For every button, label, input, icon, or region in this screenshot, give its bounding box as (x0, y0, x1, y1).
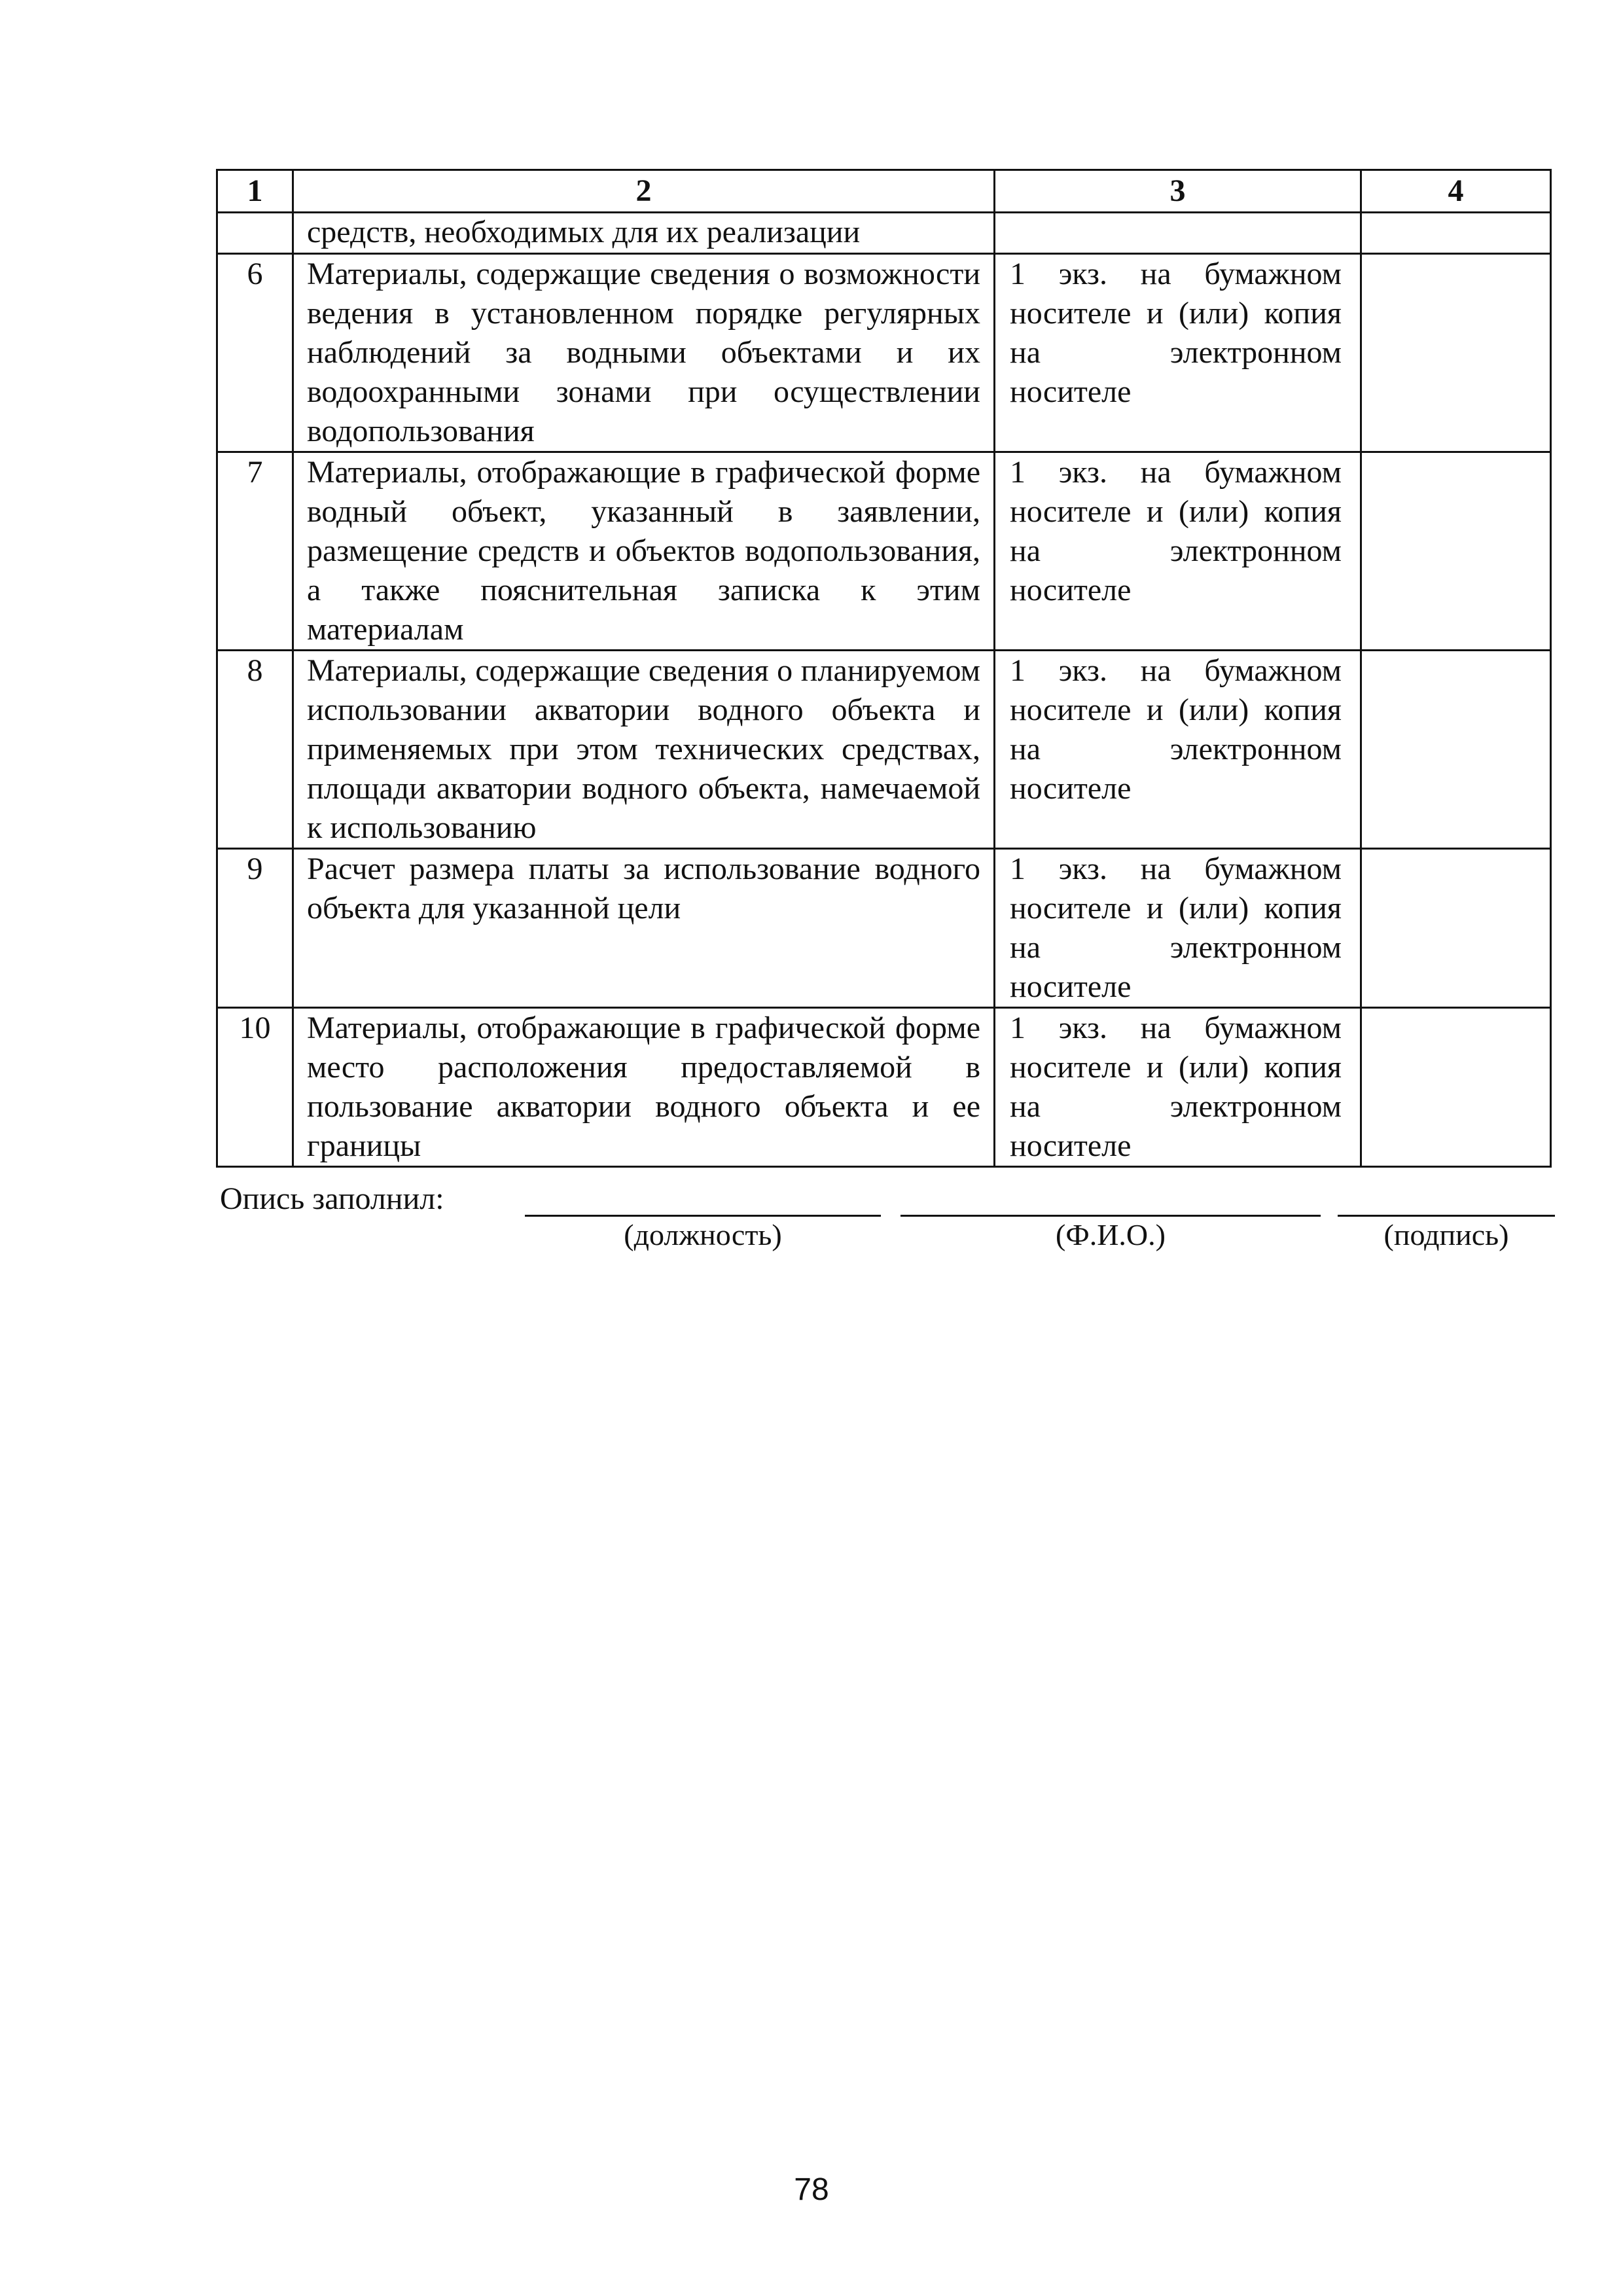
row-note (1361, 254, 1551, 452)
inventory-table (216, 169, 1552, 1168)
sign-caption: (подпись) (1383, 1218, 1509, 1251)
column-header-4: 4 (1361, 170, 1551, 213)
row-description: Материалы, содержащие сведения о планируемом использовании акватории водного объекта и применяемых при этом технических средствах, площади акватории водного объекта, намечаемой к использованию (293, 651, 995, 849)
page-number: 78 (794, 2172, 829, 2207)
position-caption: (должность) (624, 1218, 782, 1251)
column-header-2: 2 (293, 170, 995, 213)
table-row (217, 1008, 1551, 1167)
table-row (217, 254, 1551, 452)
row-number: 7 (217, 452, 293, 651)
column-header-1: 1 (217, 170, 293, 213)
row-description: Материалы, отображающие в графической форме водный объект, указанный в заявлении, размещение средств и объектов водопользования, а также пояснительная записка к этим материалам (293, 452, 995, 651)
table-row (217, 452, 1551, 651)
signature-label: Опись заполнил: (220, 1181, 444, 1216)
row-number: 6 (217, 254, 293, 452)
row-note (1361, 849, 1551, 1008)
row-number (217, 213, 293, 254)
header-row (217, 170, 1551, 213)
table-row (217, 849, 1551, 1008)
row-note (1361, 213, 1551, 254)
row-description: Расчет размера платы за использование водного объекта для указанной цели (293, 849, 995, 1008)
row-number: 8 (217, 651, 293, 849)
row-quantity: 1 экз. на бумажном носителе и (или) копия на электронном носителе (995, 651, 1361, 849)
row-quantity: 1 экз. на бумажном носителе и (или) копия на электронном носителе (995, 849, 1361, 1008)
row-note (1361, 651, 1551, 849)
name-line (901, 1215, 1321, 1217)
name-caption: (Ф.И.О.) (1056, 1218, 1166, 1251)
position-line (525, 1215, 881, 1217)
row-description: средств, необходимых для их реализации (293, 213, 995, 254)
signature-line (1338, 1215, 1555, 1217)
row-number: 9 (217, 849, 293, 1008)
row-description: Материалы, содержащие сведения о возможности ведения в установленном порядке регулярных наблюдений за водными объектами и их водоохранными зонами при осуществлении водопользования (293, 254, 995, 452)
row-description: Материалы, отображающие в графической форме место расположения предоставляемой в пользование акватории водного объекта и ее границы (293, 1008, 995, 1167)
signature-block (220, 1178, 1555, 1276)
column-header-3: 3 (995, 170, 1361, 213)
row-quantity: 1 экз. на бумажном носителе и (или) копия на электронном носителе (995, 452, 1361, 651)
row-quantity: 1 экз. на бумажном носителе и (или) копия на электронном носителе (995, 1008, 1361, 1167)
row-note (1361, 1008, 1551, 1167)
table-row (217, 651, 1551, 849)
row-quantity: 1 экз. на бумажном носителе и (или) копия на электронном носителе (995, 254, 1361, 452)
row-quantity (995, 213, 1361, 254)
row-number: 10 (217, 1008, 293, 1167)
table-row-continuation (217, 213, 1551, 254)
row-note (1361, 452, 1551, 651)
